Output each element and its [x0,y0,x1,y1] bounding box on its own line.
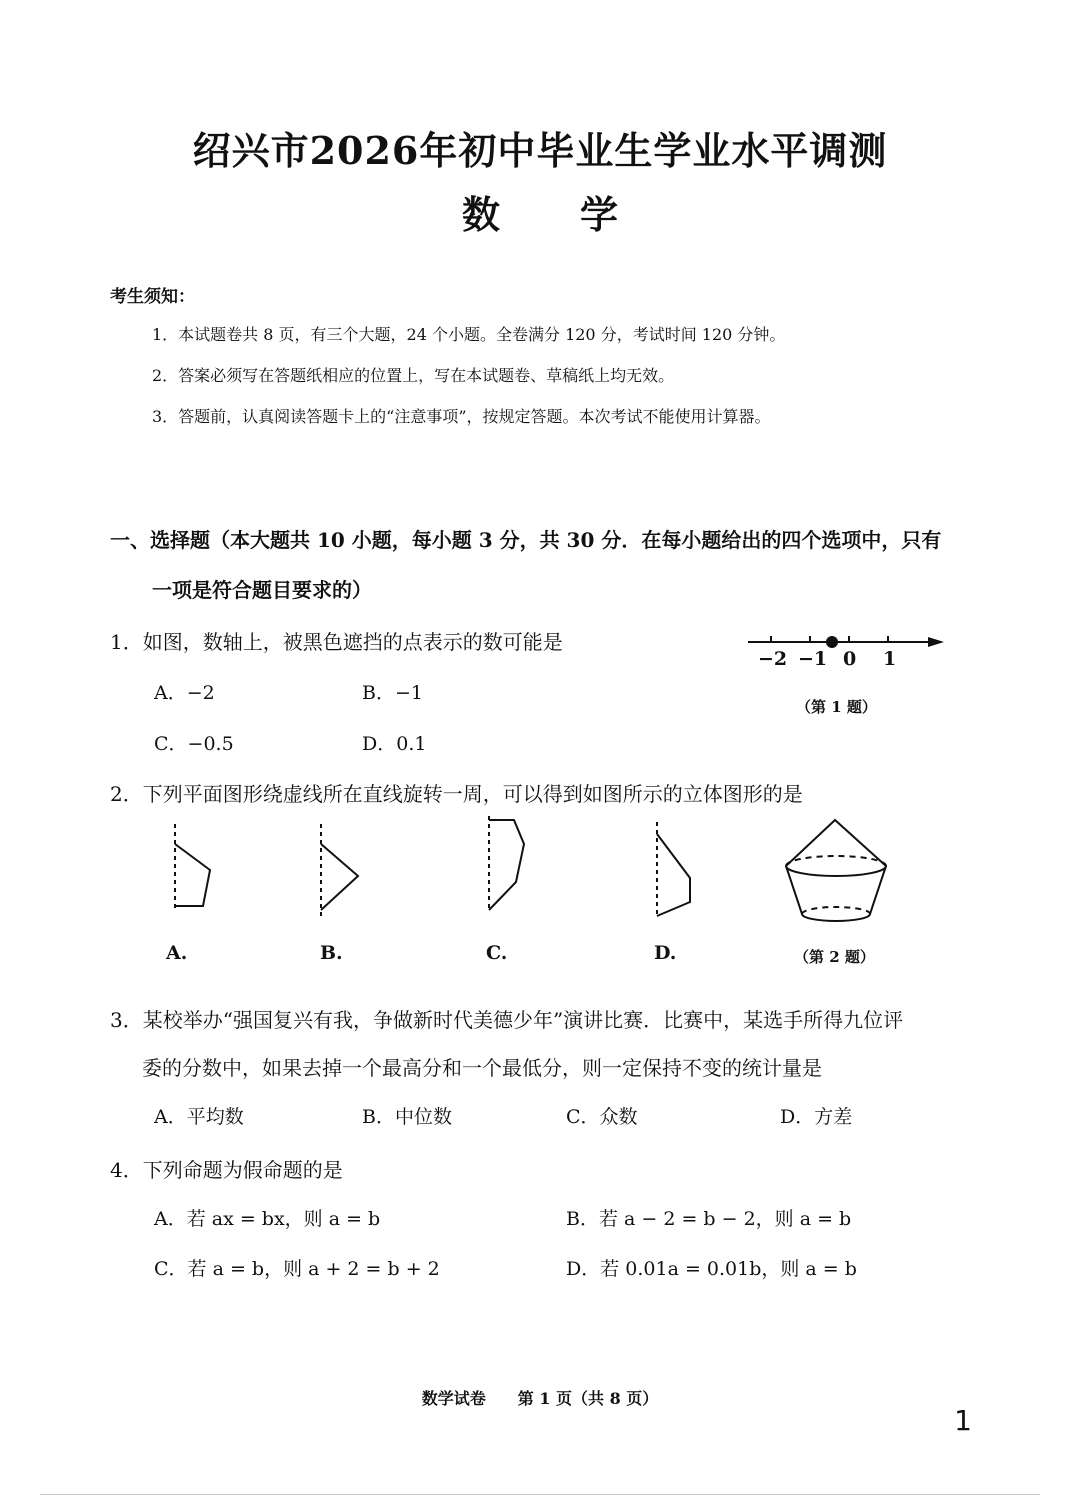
notice-item-2: 2．答案必须写在答题纸相应的位置上，写在本试题卷、草稿纸上均无效。 [152,366,675,385]
page-footer: 数学试卷 第 1 页（共 8 页） [421,1389,659,1408]
q2-shape-c [484,812,534,922]
q1-stem: 1．如图，数轴上，被黑色遮挡的点表示的数可能是 [110,630,563,654]
page-number: 1 [954,1404,972,1437]
q3-option-d: D．方差 [780,1106,853,1128]
q2-option-b: B. [320,942,343,964]
q3-stem-line1: 3．某校举办“强国复兴有我，争做新时代美德少年”演讲比赛．比赛中，某选手所得九位评 [110,1008,904,1032]
notice-item-3: 3．答题前，认真阅读答题卡上的“注意事项”，按规定答题。本次考试不能使用计算器。 [152,407,771,426]
exam-subject: 数学 [461,192,698,237]
q1-caption: （第 1 题） [796,698,877,716]
q4-option-c: C．若 a = b，则 a + 2 = b + 2 [154,1258,440,1280]
q2-solid-figure [782,812,892,932]
q3-stem-line2: 委的分数中，如果去掉一个最高分和一个最低分，则一定保持不变的统计量是 [142,1056,822,1080]
q3-option-b: B．中位数 [362,1106,452,1128]
q4-option-a: A．若 ax = bx，则 a = b [154,1208,381,1230]
q1-option-c: C．−0.5 [154,733,234,755]
q2-shape-d [652,818,702,928]
q3-option-a: A．平均数 [154,1106,244,1128]
page-bottom-divider [40,1494,1040,1495]
number-line-label-neg2: −2 [758,648,788,670]
q2-caption: （第 2 题） [794,948,875,966]
q1-option-a: A．−2 [154,682,215,704]
number-line-label-0: 0 [843,648,857,670]
number-line-label-1: 1 [883,648,897,670]
exam-title: 绍兴市2026年初中毕业生学业水平调测 [192,128,888,173]
section-heading-line1: 一、选择题（本大题共 10 小题，每小题 3 分，共 30 分．在每小题给出的四个选项中，只有 [110,528,942,552]
q4-stem: 4．下列命题为假命题的是 [110,1158,343,1182]
q1-option-b: B．−1 [362,682,423,704]
q2-shape-a [170,820,220,930]
q1-option-d: D．0.1 [362,733,427,755]
q2-option-a: A. [166,942,188,964]
notice-heading: 考生须知： [110,287,195,307]
notice-item-1: 1．本试题卷共 8 页，有三个大题，24 个小题。全卷满分 120 分，考试时间 120 分钟。 [152,325,786,344]
covered-point [826,636,838,648]
q2-option-d: D. [654,942,677,964]
q2-shape-b [316,820,366,930]
q4-option-b: B．若 a − 2 = b − 2，则 a = b [566,1208,852,1230]
q2-option-c: C. [486,942,508,964]
q2-stem: 2．下列平面图形绕虚线所在直线旋转一周，可以得到如图所示的立体图形的是 [110,782,803,806]
section-heading-line2: 一项是符合题目要求的） [152,578,372,602]
q4-option-d: D．若 0.01a = 0.01b，则 a = b [566,1258,857,1280]
number-line-label-neg1: −1 [798,648,828,670]
q3-option-c: C．众数 [566,1106,638,1128]
